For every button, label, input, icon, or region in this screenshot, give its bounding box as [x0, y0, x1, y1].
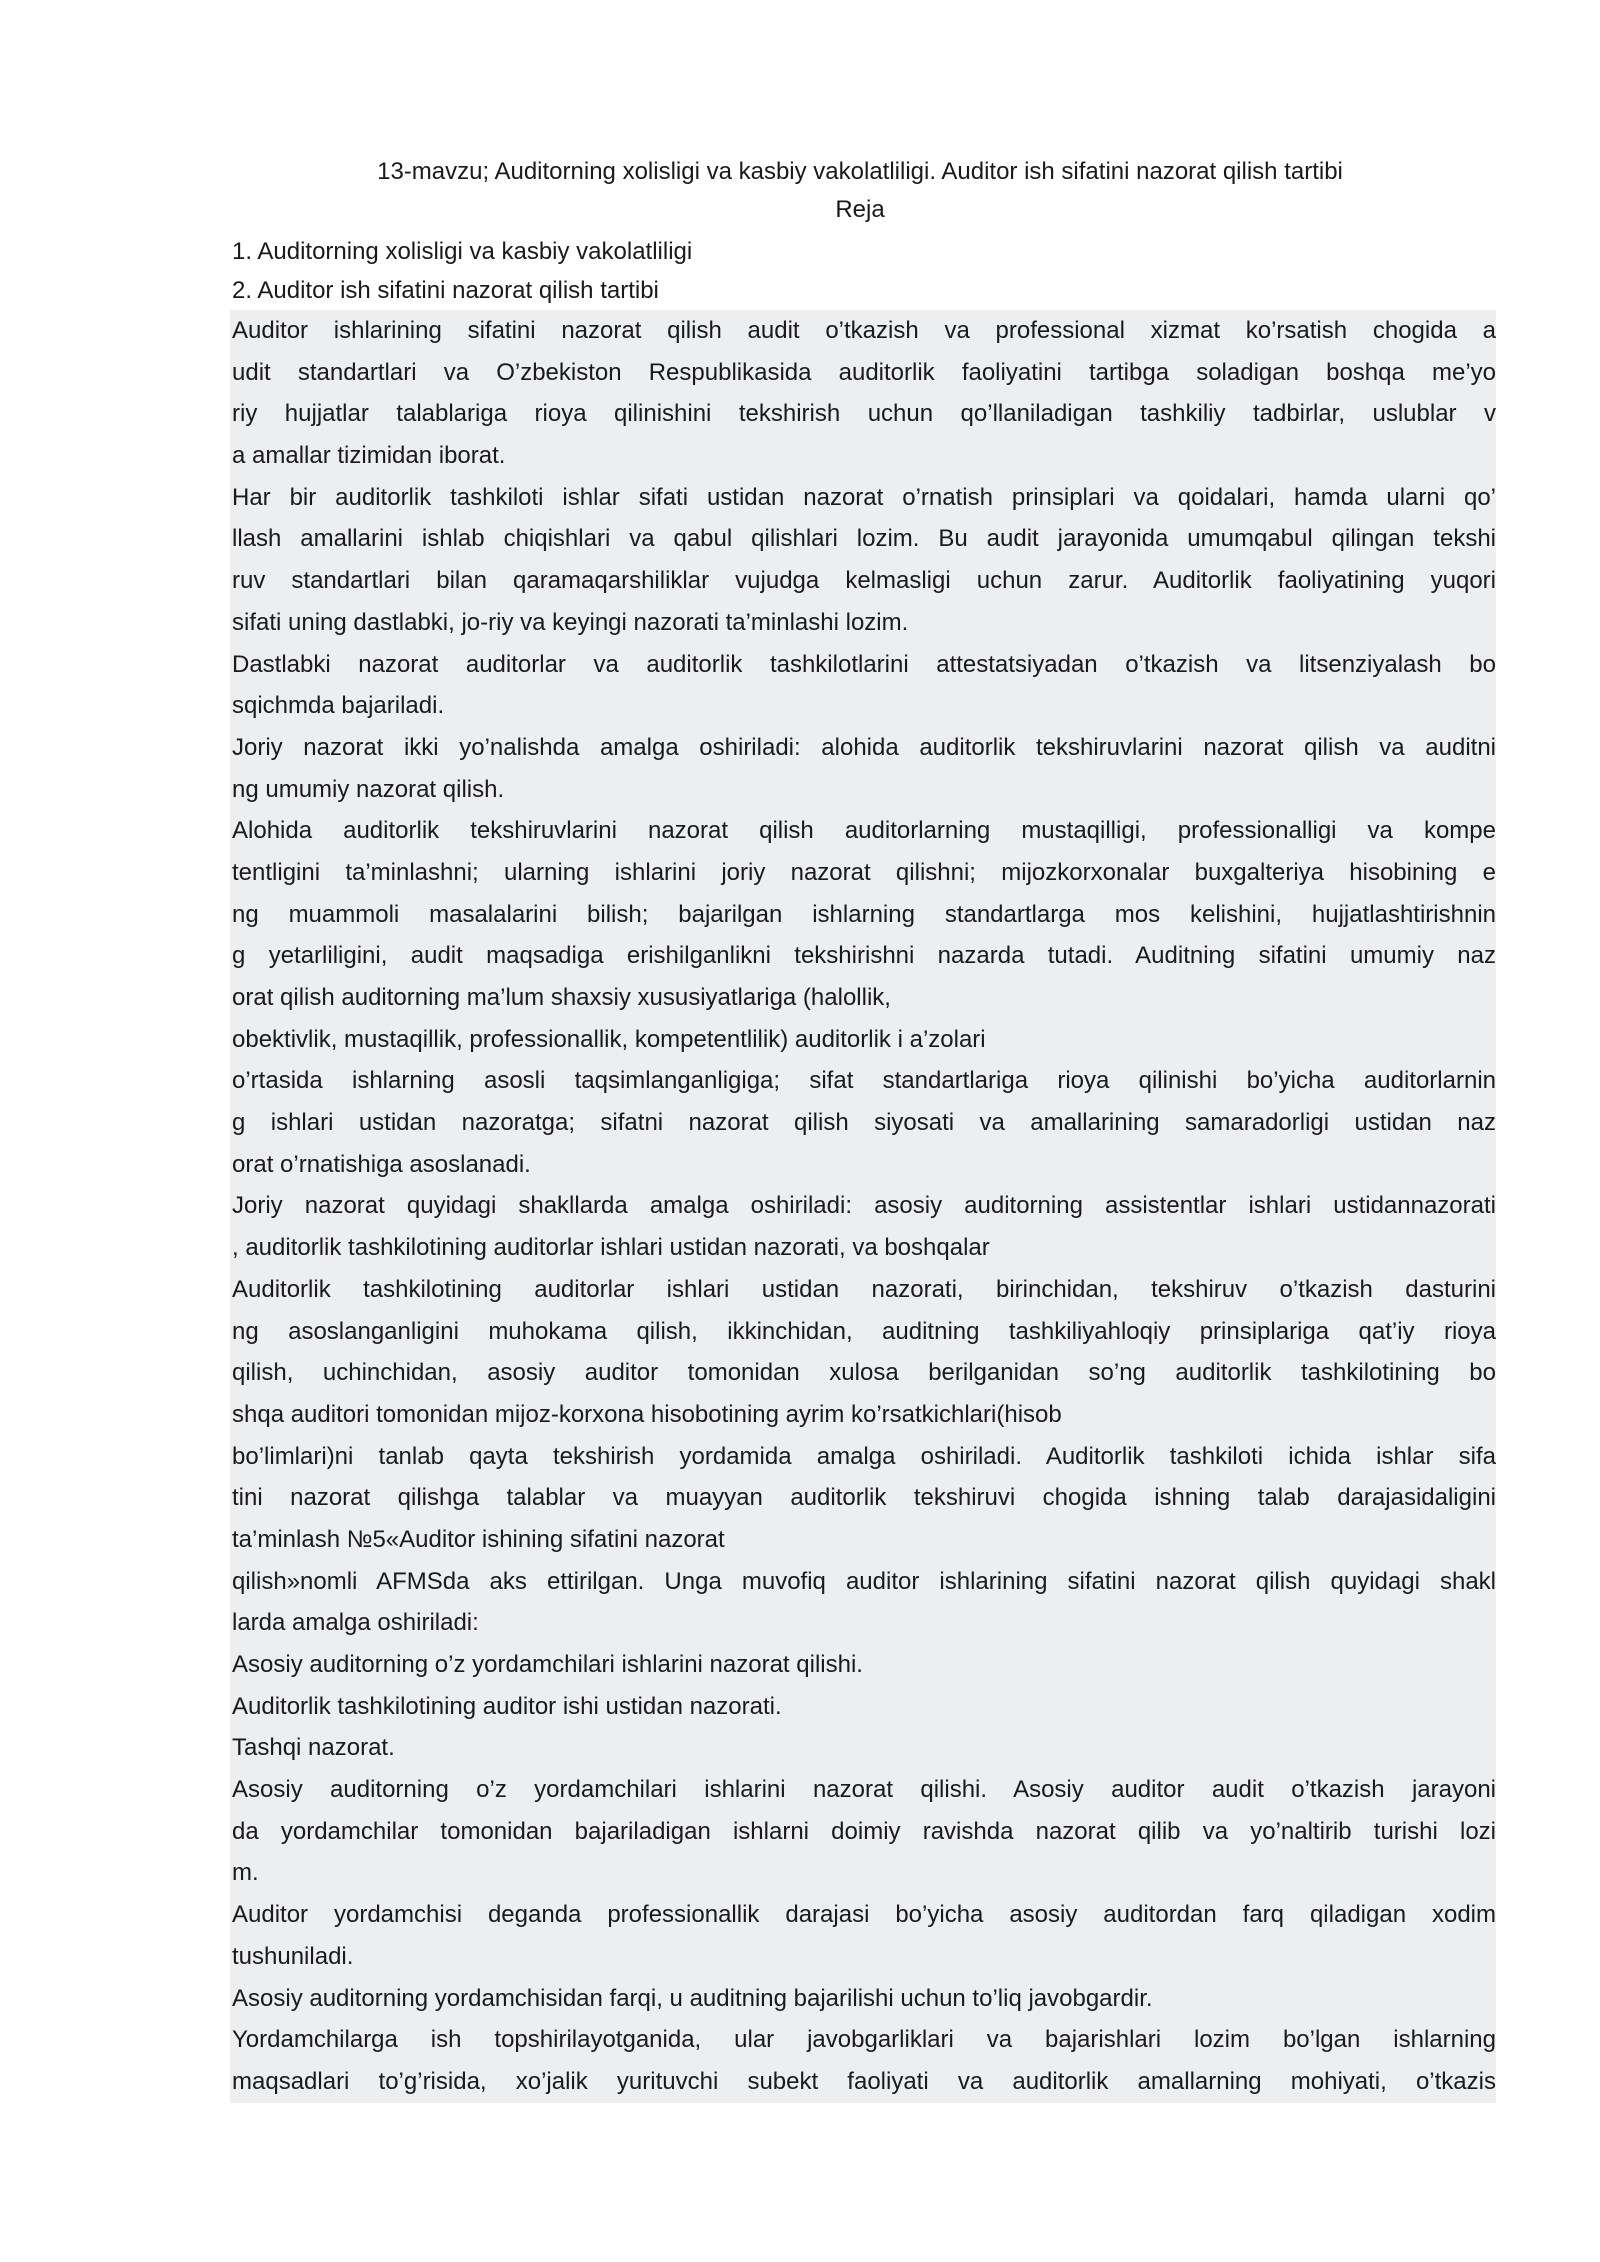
text-line: a amallar tizimidan iborat.	[232, 442, 506, 470]
text-line: larda amalga oshiriladi:	[232, 1609, 479, 1637]
text-line: tushuniladi.	[232, 1942, 354, 1970]
text-line: qilish, uchinchidan, asosiy auditor tomonidan xulosa berilganidan so’ng auditorlik tashkilotining bo	[232, 1359, 1496, 1387]
body-text	[230, 310, 1496, 2103]
text-line: ng umumiy nazorat qilish.	[232, 775, 505, 803]
text-line: ng asoslanganligini muhokama qilish, ikkinchidan, auditning tashkiliyahloqiy prinsiplariga qat’iy rioya	[232, 1317, 1496, 1345]
text-line: orat o’rnatishiga asoslanadi.	[232, 1150, 531, 1178]
text-line: Asosiy auditorning o’z yordamchilari ishlarini nazorat qilishi. Asosiy auditor audit o’tkazish jarayoni	[232, 1776, 1496, 1804]
text-line: udit standartlari va O’zbekiston Respublikasida auditorlik faoliyatini tartibga soladigan boshqa me’yo	[232, 358, 1496, 386]
plan-list	[232, 232, 692, 310]
text-line: Har bir auditorlik tashkiloti ishlar sifati ustidan nazorat o’rnatish prinsiplari va qoidalari, hamda ularni qo’	[232, 483, 1496, 511]
plan-item: 2. Auditor ish sifatini nazorat qilish tartibi	[232, 277, 659, 304]
text-line: Asosiy auditorning yordamchisidan farqi, u auditning bajarilishi uchun to’liq javobgardir.	[232, 1984, 1153, 2012]
text-line: orat qilish auditorning ma’lum shaxsiy xususiyatlariga (halollik,	[232, 984, 891, 1011]
text-line: shqa auditori tomonidan mijoz-korxona hisobotining ayrim ko’rsatkichlari(hisob	[232, 1400, 1062, 1428]
plan-item: 1. Auditorning xolisligi va kasbiy vakolatliligi	[232, 238, 693, 265]
text-line: ta’minlash №5«Auditor ishining sifatini nazorat	[232, 1525, 725, 1553]
text-line: Auditor ishlarining sifatini nazorat qilish audit o’tkazish va professional xizmat ko’rsatish chogida a	[232, 317, 1496, 344]
text-line: ng muammoli masalalarini bilish; bajarilgan ishlarning standartlarga mos kelishini, hujjatlashtirishnin	[232, 900, 1496, 928]
document-title: 13-mavzu; Auditorning xolisligi va kasbiy vakolatliligi. Auditor ish sifatini nazorat qilish tartibi	[377, 158, 1343, 185]
text-line: m.	[232, 1859, 259, 1887]
text-line: sqichmda bajariladi.	[232, 692, 445, 720]
document-subtitle: Reja	[835, 196, 885, 223]
text-line: bo’limlari)ni tanlab qayta tekshirish yordamida amalga oshiriladi. Auditorlik tashkiloti ichida ishlar sifa	[232, 1442, 1496, 1470]
text-line: tentligini ta’minlashni; ularning ishlarini joriy nazorat qilishni; mijozkorxonalar buxgalteriya hisobining e	[232, 858, 1496, 886]
text-line: g ishlari ustidan nazoratga; sifatni nazorat qilish siyosati va amallarining samaradorligi ustidan naz	[232, 1109, 1496, 1137]
text-line: Asosiy auditorning o’z yordamchilari ishlarini nazorat qilishi.	[232, 1651, 863, 1678]
text-line: obektivlik, mustaqillik, professionallik, kompetentlilik) auditorlik i a’zolari	[232, 1025, 986, 1053]
text-line: Tashqi nazorat.	[232, 1734, 395, 1762]
text-line: Dastlabki nazorat auditorlar va auditorlik tashkilotlarini attestatsiyadan o’tkazish va litsenziyalash bo	[232, 650, 1496, 678]
text-line: Joriy nazorat quyidagi shakllarda amalga oshiriladi: asosiy auditorning assistentlar ishlari ustidannazorati	[232, 1192, 1496, 1220]
text-line: qilish»nomli AFMSda aks ettirilgan. Unga muvofiq auditor ishlarining sifatini nazorat qilish quyidagi shakl	[232, 1567, 1496, 1595]
text-line: tini nazorat qilishga talablar va muayyan auditorlik tekshiruvi chogida ishning talab darajasidaligini	[232, 1484, 1496, 1512]
text-line: , auditorlik tashkilotining auditorlar ishlari ustidan nazorati, va boshqalar	[232, 1234, 990, 1262]
text-line: riy hujjatlar talablariga rioya qilinishini tekshirish uchun qo’llaniladigan tashkiliy tadbirlar, uslublar v	[232, 400, 1496, 428]
text-line: Joriy nazorat ikki yo’nalishda amalga oshiriladi: alohida auditorlik tekshiruvlarini nazorat qilish va auditni	[232, 733, 1496, 761]
text-line: sifati uning dastlabki, jo-riy va keyingi nazorati ta’minlashi lozim.	[232, 608, 909, 636]
text-line: Yordamchilarga ish topshirilayotganida, ular javobgarliklari va bajarishlari lozim bo’lgan ishlarning	[232, 2026, 1496, 2054]
text-line: Auditorlik tashkilotining auditorlar ishlari ustidan nazorati, birinchidan, tekshiruv o’tkazish dasturini	[232, 1275, 1496, 1303]
text-line: ruv standartlari bilan qaramaqarshiliklar vujudga kelmasligi uchun zarur. Auditorlik faoliyatining yuqori	[232, 567, 1496, 595]
text-line: llash amallarini ishlab chiqishlari va qabul qilishlari lozim. Bu audit jarayonida umumqabul qilingan tekshi	[232, 525, 1496, 553]
text-line: o’rtasida ishlarning asosli taqsimlanganligiga; sifat standartlariga rioya qilinishi bo’yicha auditorlarnin	[232, 1067, 1496, 1095]
text-line: g yetarliligini, audit maqsadiga erishilganlikni tekshirishni nazarda tutadi. Auditning sifatini umumiy naz	[232, 942, 1496, 970]
text-line: Alohida auditorlik tekshiruvlarini nazorat qilish auditorlarning mustaqilligi, professionalligi va kompe	[232, 817, 1496, 845]
text-line: Auditorlik tashkilotining auditor ishi ustidan nazorati.	[232, 1692, 782, 1720]
text-line: maqsadlari to’g’risida, xo’jalik yurituvchi subekt faoliyati va auditorlik amallarning mohiyati, o’tkazis	[232, 2067, 1496, 2095]
text-line: Auditor yordamchisi deganda professionallik darajasi bo’yicha asosiy auditordan farq qiladigan xodim	[232, 1901, 1496, 1929]
text-line: da yordamchilar tomonidan bajariladigan ishlarni doimiy ravishda nazorat qilib va yo’naltirib turishi lozi	[232, 1817, 1496, 1845]
